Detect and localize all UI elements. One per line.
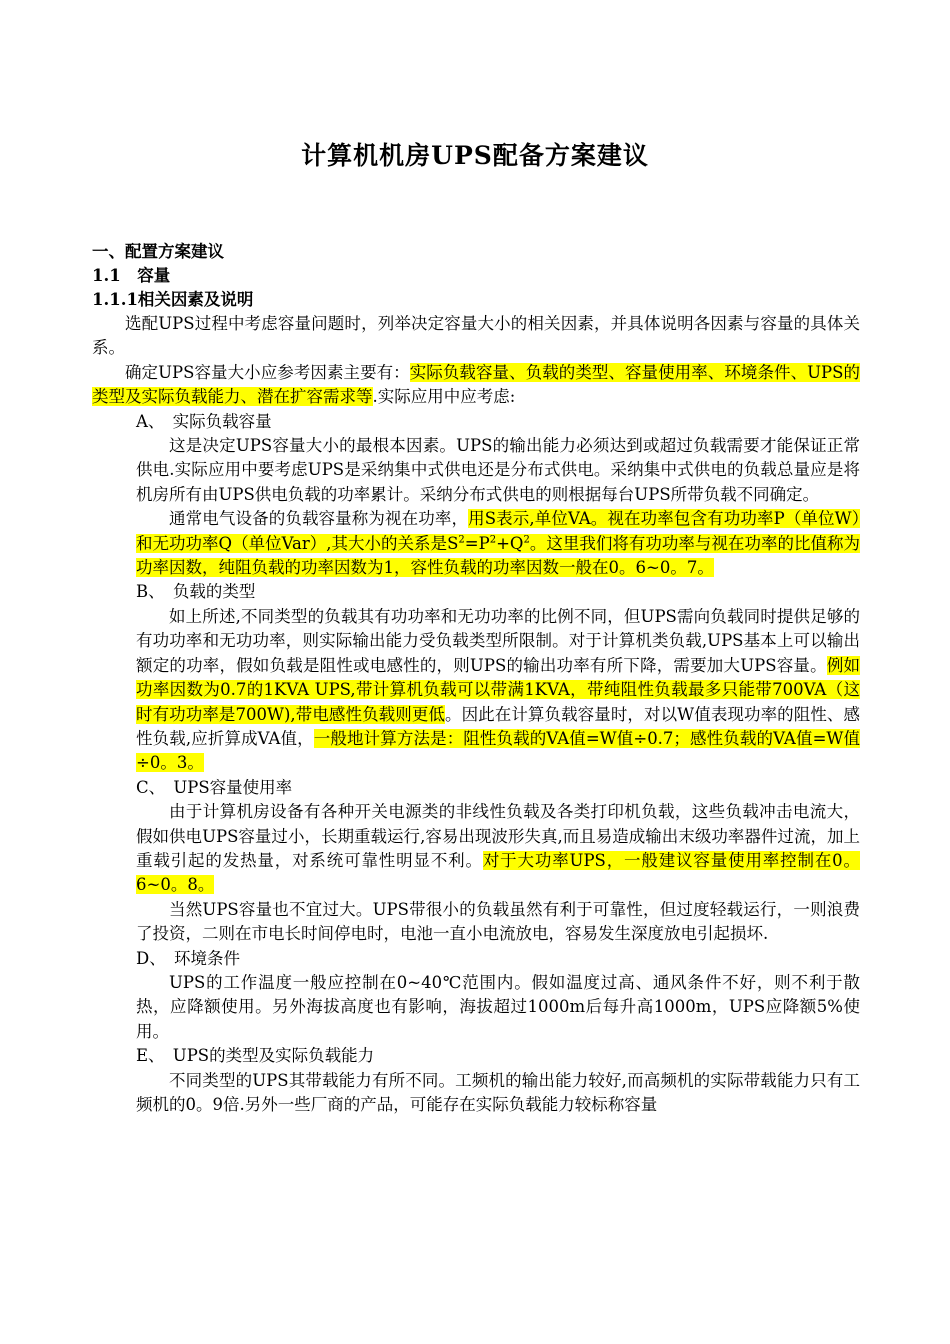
intro-paragraph-1: 选配UPS过程中考虑容量问题时，列举决定容量大小的相关因素，并具体说明各因素与容量的具体关系。 xyxy=(92,314,860,358)
highlight-usage-rate: 对于大功率UPS，一般建议容量使用率控制在0。6~0。8。 xyxy=(136,850,860,895)
intro-text-tail: .实际应用中应考虑: xyxy=(372,387,516,407)
hl-text-2: =P xyxy=(464,533,490,553)
item-c-paragraph-1 xyxy=(92,800,860,898)
hl-text-4: 。这里我们将有功功率与视在功率的比值称为功率因数，纯阻负载的功率因数为1，容性负载的功率因数一般在0。6~0。7。 xyxy=(136,533,861,578)
section-heading-1-1: 1.1 容量 xyxy=(92,266,171,285)
superscript: 2 xyxy=(489,534,497,546)
item-heading-c: C、 UPS容量使用率 xyxy=(136,777,293,797)
item-b-text: 如上所述,不同类型的负载其有功功率和无功功率的比例不同，但UPS需向负载同时提供足够的有功功率和无功功率，则实际输出能力受负载类型所限制。对于计算机类负载,UPS基本上可以输出额定的功率，假如负载是阻性或电感性的，则UPS的输出功率有所下降，需要加大UPS容量。 xyxy=(136,606,860,675)
item-a-paragraph-2 xyxy=(92,507,860,580)
item-a-paragraph-1: 这是决定UPS容量大小的最根本因素。UPS的输出能力必须达到或超过负载需要才能保证正常供电.实际应用中要考虑UPS是采纳集中式供电还是分布式供电。采纳集中式供电的负载总量应是将机房所有由UPS供电负载的功率累计。采纳分布式供电的则根据每台UPS所带负载不同确定。 xyxy=(136,436,860,504)
item-b-paragraph-1 xyxy=(92,605,860,776)
superscript: 2 xyxy=(523,534,530,546)
superscript: 2 xyxy=(458,534,465,546)
hl-text-3: +Q xyxy=(496,533,524,553)
section-heading-1-1-1: 1.1.1相关因素及说明 xyxy=(92,290,254,309)
item-heading-a: A、 实际负载容量 xyxy=(136,411,272,431)
item-heading-b: B、 负载的类型 xyxy=(136,582,256,602)
item-a-text: 通常电气设备的负载容量称为视在功率， xyxy=(169,509,469,529)
item-c-paragraph-2: 当然UPS容量也不宜过大。UPS带很小的负载虽然有利于可靠性，但过度轻载运行，一则浪费了投资，二则在市电长时间停电时，电池一直小电流放电，容易发生深度放电引起损坏. xyxy=(136,899,860,944)
hl-text-1: 用S表示,单位VA。视在功率包含有功功率P（单位W）和无功功率Q（单位Var）,其大小的关系是S xyxy=(136,509,860,553)
intro-paragraph-2 xyxy=(92,361,860,410)
section-heading-1: 一、配置方案建议 xyxy=(92,242,224,261)
highlight-example: 例如功率因数为0.7的1KVA UPS,带计算机负载可以带满1KVA，带纯阻性负载最多只能带700VA（这时有功功率是700W),带电感性负载则更低 xyxy=(136,655,861,724)
intro-text: 确定UPS容量大小应参考因素主要有： xyxy=(125,362,410,382)
item-b-text-mid: 。因此在计算负载容量时，对以W值表现功率的阻性、感性负载,应折算成VA值， xyxy=(136,704,860,748)
highlight-factors: 实际负载容量、负载的类型、容量使用率、环境条件、UPS的类型及实际负载能力、潜在扩容需求等 xyxy=(92,362,861,407)
item-heading-d: D、 环境条件 xyxy=(136,948,240,968)
item-c-text: 由于计算机房设备有各种开关电源类的非线性负载及各类打印机负载，这些负载冲击电流大，假如供电UPS容量过小，长期重载运行,容易出现波形失真,而且易造成输出末级功率器件过流，加上重载引起的发热量，对系统可靠性明显不利。 xyxy=(136,802,860,870)
document-title: 计算机机房UPS配备方案建议 xyxy=(301,141,649,170)
item-d-paragraph-1: UPS的工作温度一般应控制在0~40℃范围内。假如温度过高、通风条件不好，则不利于散热，应降额使用。另外海拔高度也有影响，海拔超过1000m后每升高1000m，UPS应降额5%使用。 xyxy=(136,972,860,1041)
highlight-formula: 一般地计算方法是：阻性负载的VA值=W值÷0.7；感性负载的VA值=W值÷0。3。 xyxy=(136,728,860,773)
document-body xyxy=(92,240,860,1117)
item-e-paragraph-1: 不同类型的UPS其带载能力有所不同。工频机的输出能力较好,而高频机的实际带载能力只有工频机的0。9倍.另外一些厂商的产品，可能存在实际负载能力较标称容量 xyxy=(136,1070,860,1114)
item-heading-e: E、 UPS的类型及实际负载能力 xyxy=(136,1046,375,1066)
